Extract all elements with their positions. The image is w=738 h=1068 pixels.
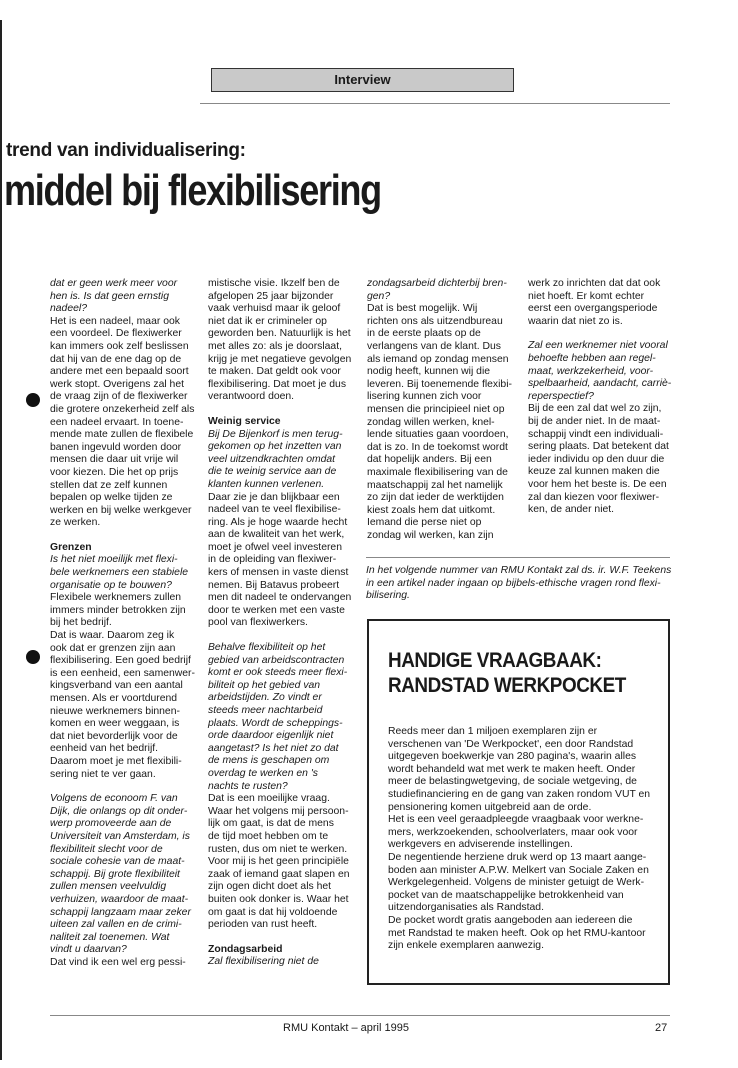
question-line: komt er ook steeds meer flexi- [208, 667, 348, 679]
body-line: maatschappij zal het namelijk [367, 479, 503, 491]
box-body-line: pocket van de maatschappelijke betrokkenheid van [388, 889, 624, 901]
column-3 [367, 278, 512, 542]
body-line: niet hoeft. Er komt echter [528, 290, 645, 302]
paragraph-gap [528, 328, 671, 340]
body-line: bepalen op welke tijden ze [50, 492, 173, 504]
body-line: verlangens van de klant. Dus [367, 340, 502, 352]
body-line: ieder individu op den duur die [528, 453, 665, 465]
question-line: behoefte hebben aan regel- [528, 352, 656, 364]
body-line: mensen. Als er voortdurend [50, 693, 178, 704]
question-line: Bij De Bijenkorf is men terug- [208, 428, 343, 440]
body-line: kingsverband van een aantal [50, 680, 183, 692]
question-line: Volgens de econoom F. van [50, 793, 178, 805]
body-line: dat hij van de ene dag op de [50, 353, 182, 365]
body-line: Dat is waar. Daarom zeg ik [50, 630, 175, 642]
paragraph-gap [208, 630, 351, 642]
body-line: mistische visie. Ikzelf ben de [208, 278, 340, 289]
body-line: mende mate zullen de flexibele [50, 429, 194, 441]
body-line: de tijd moet hebben om te [208, 830, 329, 842]
body-line: eenheid van het bedrijf. [50, 743, 159, 755]
body-line: geworden ben. Natuurlijk is het [208, 328, 351, 340]
question-line: sociale cohesie van de maat- [50, 856, 185, 868]
paragraph-gap [208, 404, 351, 416]
next-issue-note [366, 565, 671, 603]
box-body-line: met Randstad te maken heeft. Ook op het RMU-kantoor [388, 927, 646, 939]
body-line: krijg je met negatieve gevolgen [208, 353, 352, 365]
body-line: Het is een nadeel, maar ook [50, 315, 180, 327]
paragraph-gap [50, 781, 195, 793]
question-line: die te weinig service aan de [208, 466, 337, 478]
margin-bullet [26, 393, 40, 407]
question-line: nadeel? [50, 303, 87, 315]
body-line: lende situaties gaan voordoen, [367, 429, 509, 441]
question-line: plaats. Wordt de scheppings- [208, 717, 343, 729]
box-body-line: pensionering komen uitgebreid aan de orde. [388, 801, 592, 813]
question-line: Is het niet moeilijk met flexi- [50, 554, 178, 566]
question-line: arbeidstijden. Zo vindt er [208, 692, 322, 704]
question-line: naliteit zal toenemen. Wat [50, 931, 170, 943]
body-line: moet je ofwel veel investeren [208, 541, 342, 553]
box-body-line: mers, werkzoekenden, schoolverlaters, maar ook voor [388, 826, 638, 838]
body-line: keuze zal kunnen maken die [528, 466, 660, 478]
body-line: ken, de ander niet. [528, 504, 615, 516]
box-body-line: Werkgelegenheid. Volgens de minister getuigt de Werk- [388, 877, 645, 889]
question-line: overdag te werken en 's [208, 767, 318, 779]
box-body-line: meer de belastingwetgeving, de sociale wetgeving, de [388, 776, 637, 788]
body-line: maximale flexibilisering van de [367, 466, 508, 478]
column-4 [528, 278, 671, 517]
box-body-line: De pocket wordt gratis aangeboden aan iedereen die [388, 914, 633, 926]
body-line: bij de ander niet. In de maat- [528, 415, 661, 427]
body-line: te maken. Dat geldt ook voor [208, 366, 341, 378]
question-line: bele werknemers een stabiele [50, 567, 189, 579]
body-line: sering niet te ver gaan. [50, 768, 156, 780]
body-line: Daarom moet je met flexibili- [50, 755, 182, 767]
question-line: Behalve flexibiliteit op het [208, 642, 326, 654]
body-line: mensen die principieel niet op [367, 403, 505, 415]
body-line: eerst een overgangsperiode [528, 303, 658, 315]
body-line: flexibilisering. Een goed bedrijf [50, 655, 191, 667]
section-banner: Interview [211, 68, 514, 92]
body-line: zijn ogen dicht doet als het [208, 881, 332, 893]
body-line: banen ingevuld worden door [50, 441, 182, 453]
body-line: lijk om gaat, is dat de mens [208, 818, 334, 830]
page-edge [0, 20, 2, 1060]
box-title-line: HANDIGE VRAAGBAAK: [388, 649, 602, 672]
question-line: schappij langzaam maar zeker [50, 906, 191, 918]
box-body-line: uitzendorganisaties als Randstad. [388, 902, 544, 914]
question-line: veel uitzendkrachten omdat [208, 453, 336, 465]
box-body-line: boden aan minister A.P.W. Melkert van Sociale Zaken en [388, 864, 649, 876]
question-line: aangetast? Is het niet zo dat [208, 742, 339, 754]
subheading: Weinig service [208, 415, 281, 427]
body-line: buiten ook donker is. Waar het [208, 893, 349, 905]
body-line: werk stopt. Overigens zal het [50, 378, 184, 390]
body-line: is een eenheid, een samenwer- [50, 667, 195, 679]
question-line: zondagsarbeid dichterbij bren- [367, 278, 507, 289]
body-line: andere met een bepaald soort [50, 366, 189, 378]
article-headline: middel bij flexibilisering [4, 166, 381, 215]
subheading: Grenzen [50, 541, 92, 553]
body-line: zondag wil werken, kan zijn [367, 529, 494, 541]
box-body-line: werkgevers en adviserende instellingen. [388, 839, 573, 851]
body-line: leveren. Bij toenemende flexibi- [367, 378, 512, 390]
question-line: Zal een werknemer niet vooral [528, 340, 668, 352]
question-line: klanten kunnen verlenen. [208, 478, 325, 490]
body-line: die grotere onzekerheid zelf als [50, 403, 195, 415]
body-line: afgelopen 25 jaar bijzonder [208, 290, 334, 302]
body-line: ook dat er grenzen zijn aan [50, 642, 176, 654]
question-line: flexibiliteit slecht voor de [50, 843, 163, 855]
question-line: steeds meer nachtarbeid [208, 705, 323, 716]
box-body-line: De negentiende herziene druk werd op 13 maart aange- [388, 851, 647, 863]
question-line: Zal flexibilisering niet de [208, 956, 319, 968]
question-line: organisatie op te bouwen? [50, 579, 172, 591]
paragraph-gap [208, 932, 351, 944]
box-title-line: RANDSTAD WERKPOCKET [388, 674, 626, 697]
body-line: voor hem het beste is. De een [528, 478, 667, 490]
body-line: richten ons als uitzendbureau [367, 315, 503, 327]
footer-publication: RMU Kontakt – april 1995 [283, 1022, 409, 1034]
subheading: Zondagsarbeid [208, 943, 283, 955]
note-line: bilisering. [366, 590, 410, 602]
body-line: kan immers ook zelf beslissen [50, 340, 189, 352]
question-line: vindt u daarvan? [50, 944, 127, 956]
body-line: stellen dat ze zelf kunnen [50, 479, 168, 491]
box-body-line: wordt behandeld wat met werk te maken heeft. Onder [388, 763, 636, 775]
box-title [388, 648, 626, 698]
box-body-line: Reeds meer dan 1 miljoen exemplaren zijn er [388, 726, 598, 737]
body-line: de vraag zijn of de flexiwerker [50, 391, 188, 403]
paragraph-gap [50, 530, 195, 542]
question-line: Dijk, die onlangs op dit onder- [50, 805, 188, 817]
body-line: immers minder betrokken zijn [50, 604, 186, 616]
box-body [388, 726, 650, 953]
body-line: voor kiezen. Die het op prijs [50, 466, 179, 478]
question-line: zullen mensen veelvuldig [50, 881, 167, 893]
question-line: uiteen zal vallen en de crimi- [50, 919, 182, 931]
column-2 [208, 278, 351, 969]
body-line: kiest zoals hem dat uitkomt. [367, 504, 496, 516]
body-line: nieuwe werknemers binnen- [50, 705, 180, 717]
body-line: met alles zo: als je doorslaat, [208, 340, 342, 352]
body-line: vaak verhuisd maar ik geloof [208, 303, 341, 315]
box-body-line: studiefinanciering en de gang van zaken rondom VUT en [388, 788, 651, 800]
body-line: schappij vindt een individuali- [528, 428, 664, 440]
body-line: Bij de een zal dat wel zo zijn, [528, 403, 662, 415]
body-line: om gaat is dat hij voldoende [208, 906, 338, 918]
body-line: ring. Als je hoge waarde hecht [208, 516, 348, 528]
body-line: door te werken met een vaste [208, 604, 345, 616]
body-line: verantwoord doen. [208, 391, 295, 403]
body-line: Daar zie je dan blijkbaar een [208, 491, 340, 503]
body-line: werken en bij welke werkgever [50, 504, 192, 516]
footer-rule [50, 1015, 670, 1016]
question-line: nachts te rusten? [208, 780, 288, 792]
body-line: bij het bedrijf. [50, 617, 112, 629]
question-line: schappij. Bij grote flexibiliteit [50, 868, 180, 880]
question-line: spelbaarheid, aandacht, carriè- [528, 378, 672, 390]
question-line: gebied van arbeidscontracten [208, 654, 345, 666]
body-line: waarin dat niet zo is. [528, 315, 623, 327]
question-line: dat er geen werk meer voor [50, 278, 178, 289]
body-line: nemen. Bij Batavus probeert [208, 579, 340, 591]
body-line: sering plaats. Dat betekent dat [528, 441, 669, 453]
note-line: in een artikel nader ingaan op bijbels-ethische vragen rond flexi- [366, 577, 661, 589]
box-body-line: verschenen van 'De Werkpocket', een door Randstad [388, 738, 634, 750]
body-line: zal dan kiezen voor flexiwer- [528, 491, 660, 503]
body-line: dat is zo. In de toekomst wordt [367, 441, 508, 453]
body-line: werk zo inrichten dat dat ook [528, 278, 661, 289]
body-line: lisering kunnen zich voor [367, 391, 482, 403]
question-line: gekomen op het inzetten van [208, 441, 342, 453]
body-line: Waar het volgens mij persoon- [208, 805, 349, 817]
body-line: komen en weer weggaan, is [50, 718, 180, 730]
page-number: 27 [655, 1022, 668, 1034]
question-line: de mens is geschapen om [208, 755, 330, 767]
question-line: werp promoveerde aan de [50, 818, 172, 830]
margin-bullet [26, 650, 40, 664]
body-line: in de eerste plaats op de [367, 328, 481, 340]
body-line: pool van flexiwerkers. [208, 617, 308, 629]
question-line: reperspectief? [528, 390, 594, 402]
article-kicker: trend van individualisering: [6, 140, 246, 161]
body-line: Dat is een moeilijke vraag. [208, 793, 330, 805]
question-line: hen is. Is dat geen ernstig [50, 290, 169, 302]
column-1 [50, 278, 195, 969]
header-rule [200, 103, 670, 104]
body-line: Voor mij is het geen principiële [208, 856, 349, 868]
body-line: een nadeel ervaart. In toene- [50, 416, 184, 428]
question-line: gen? [367, 290, 391, 302]
question-line: orde daardoor eigenlijk niet [208, 730, 334, 742]
question-line: maat, werkzekerheid, voor- [528, 365, 654, 377]
body-line: rusten, dus om niet te werken. [208, 843, 348, 855]
box-body-line: zijn enkele exemplaren aanwezig. [388, 940, 544, 952]
body-line: mensen die daar uit vrije wil [50, 454, 179, 466]
body-line: een voordeel. De flexiwerker [50, 328, 182, 340]
body-line: Iemand die perse niet op [367, 517, 482, 529]
question-line: verhuizen, waardoor de maat- [50, 893, 189, 905]
body-line: dat hopelijk anders. Bij een [367, 454, 492, 466]
body-line: als iemand op zondag mensen [367, 353, 509, 365]
note-line: In het volgende nummer van RMU Kontakt zal ds. ir. W.F. Teekens [366, 565, 672, 576]
note-rule [366, 557, 670, 558]
body-line: nodig heeft, kunnen wij die [367, 366, 491, 378]
body-line: nadeel van te veel flexibilise- [208, 504, 341, 516]
body-line: Flexibele werknemers zullen [50, 592, 182, 604]
body-line: dat niet bevorderlijk voor de [50, 730, 178, 742]
body-line: perioden van rust heeft. [208, 919, 318, 931]
body-line: Dat vind ik een wel erg pessi- [50, 956, 186, 968]
body-line: men dit nadeel te ondervangen [208, 592, 352, 604]
body-line: ze werken. [50, 517, 101, 529]
body-line: flexibilisering. Dat moet je dus [208, 378, 347, 390]
body-line: niet dat ik er crimineler op [208, 315, 327, 327]
question-line: Universiteit van Amsterdam, is [50, 830, 190, 842]
body-line: in de opleiding van flexiwer- [208, 554, 337, 566]
box-body-line: uitgegeven boekwerkje van 280 pagina's, waarin alles [388, 751, 637, 763]
question-line: biliteit op het gebied van [208, 679, 321, 691]
box-body-line: Het is een veel geraadpleegde vraagbaak voor werkne- [388, 814, 644, 826]
body-line: zondag willen werken, knel- [367, 416, 495, 428]
body-line: zo zijn dat ieder de werktijden [367, 492, 504, 504]
body-line: aan de kwaliteit van het werk, [208, 529, 345, 541]
body-line: kers of mensen in vaste dienst [208, 567, 349, 579]
body-line: Dat is best mogelijk. Wij [367, 303, 478, 315]
body-line: zaak of iemand gaat slapen en [208, 868, 350, 880]
